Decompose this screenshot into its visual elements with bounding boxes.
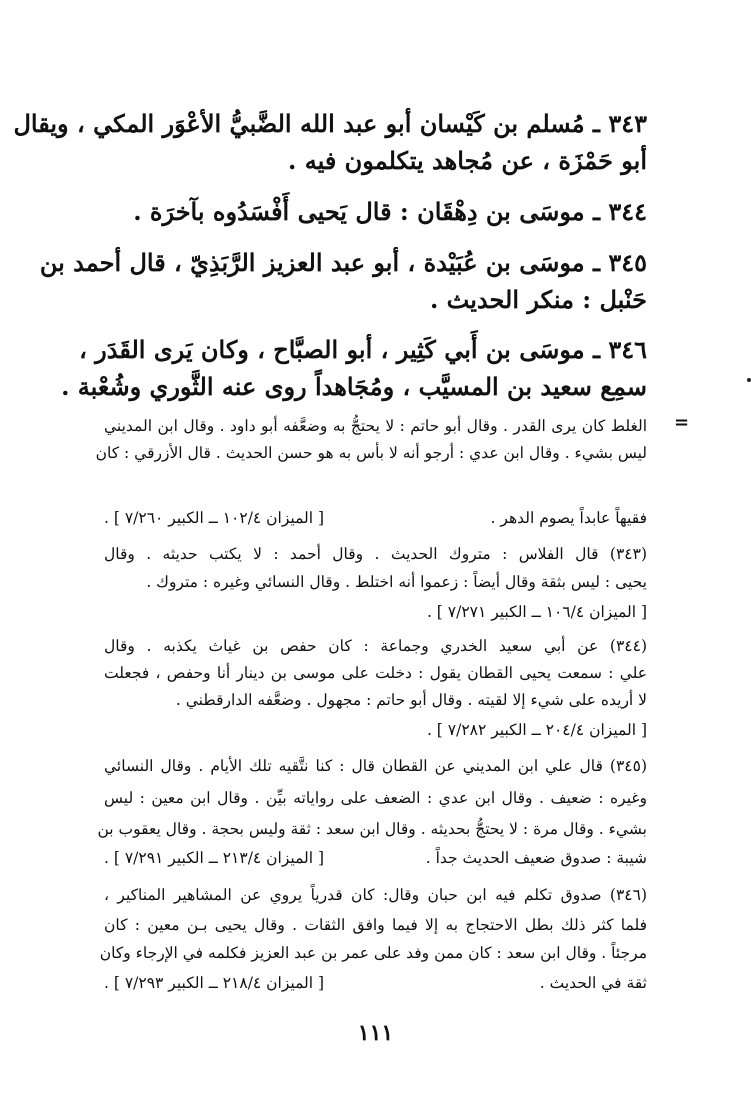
footnote-reference: [ الميزان ٢١٨/٤ ــ الكبير ٧/٢٩٣ ] . <box>104 974 325 992</box>
footnote-reference: [ الميزان ١٠٦/٤ ــ الكبير ٧/٢٧١ ] . <box>426 603 647 621</box>
footnote-line: الغلط كان يرى القدر . وقال أبو حاتم : لا يحتجُّ به وضعَّفه أبو داود . وقال ابن المديني <box>104 417 647 435</box>
footnote-line: علي : سمعت يحيى القطان يقول : دخلت على موسى بن دينار أنا وحفص ، فجعلت <box>104 664 647 682</box>
footnote-line: مرجئاً . وقال ابن سعد : كان ممن وفد على عمر بن عبد العزيز فكلمه في الإرجاء وكان <box>99 944 647 962</box>
footnote-line: يحيى : ليس بثقة وقال أيضاً : زعموا أنه اختلط . وقال النسائي وغيره : متروك . <box>146 573 647 591</box>
footnote-reference: [ الميزان ٢٠٤/٤ ــ الكبير ٧/٢٨٢ ] . <box>426 721 647 739</box>
footnote-line: شيبة : صدوق ضعيف الحديث جداً . <box>425 849 647 867</box>
footnote-reference: [ الميزان ١٠٢/٤ ــ الكبير ٧/٢٦٠ ] . <box>104 509 325 527</box>
entry-345-line-2: حَنْبل : منكر الحديث . <box>429 285 647 314</box>
entry-344-line-1: ٣٤٤ ـ موسَى بن دِهْقَان : قال يَحيى أَفْسَدُوه بآخرَة . <box>133 197 647 226</box>
entry-346-line-2: سمِع سعيد بن المسيَّب ، ومُجَاهداً روى عنه الثَّوري وشُعْبة . <box>61 372 647 401</box>
footnote-line: (٣٤٣) قال الفلاس : متروك الحديث . وقال أحمد : لا يكتب حديثه . وقال <box>104 545 647 563</box>
footnote-line: ليس بشيء . وقال ابن عدي : أرجو أنه لا بأس به هو حسن الحديث . قال الأزرقي : كان <box>95 444 647 462</box>
footnote-line: فلما كثر ذلك بطل الاحتجاج به إلا فيما وافق الثقات . وقال يحيى بـن معين : كان <box>104 916 647 934</box>
footnote-continuation-mark: = <box>674 412 690 433</box>
footnote-line: وغيره : ضعيف . وقال ابن عدي : الضعف على رواياته بيِّن . وقال ابن معين : ليس <box>104 789 647 807</box>
footnote-reference: [ الميزان ٢١٣/٤ ــ الكبير ٧/٢٩١ ] . <box>104 849 325 867</box>
footnote-line: (٣٤٤) عن أبي سعيد الخدري وجماعة : كان حفص بن غياث يكذبه . وقال <box>104 637 647 655</box>
footnote-line: بشيء . وقال مرة : لا يحتجُّ بحديثه . وقال ابن سعد : ثقة وليس بحجة . وقال يعقوب بن <box>97 820 647 838</box>
margin-dot <box>747 378 751 382</box>
footnote-line: لا أريده على شيء إلا لقيته . وقال أبو حاتم : مجهول . وضعَّفه الدارقطني . <box>175 691 647 709</box>
page-number: ١١١ <box>357 1020 394 1046</box>
footnote-line: ثقة في الحديث . <box>539 974 647 992</box>
footnote-line: فقيهاً عابداً يصوم الدهر . <box>490 509 647 527</box>
entry-343-line-1: ٣٤٣ ـ مُسلم بن كَيْسان أبو عبد الله الضَّبيُّ الأعْوَر المكي ، ويقال <box>13 109 647 138</box>
footnote-line: (٣٤٥) قال علي ابن المديني عن القطان قال : كنا نتَّقيه تلك الأيام . وقال النسائي <box>104 757 647 775</box>
entry-345-line-1: ٣٤٥ ـ موسَى بن عُبَيْدة ، أبو عبد العزيز الرَّبَذِيّ ، قال أحمد بن <box>39 248 647 277</box>
footnote-line: (٣٤٦) صدوق تكلم فيه ابن حبان وقال: كان قدرياً يروي عن المشاهير المناكير ، <box>104 886 647 904</box>
entry-346-line-1: ٣٤٦ ـ موسَى بن أَبي كَثِير ، أبو الصبَّاح ، وكان يَرى القَدَر ، <box>79 335 647 364</box>
entry-343-line-2: أبو حَمْزَة ، عن مُجاهد يتكلمون فيه . <box>288 146 647 175</box>
